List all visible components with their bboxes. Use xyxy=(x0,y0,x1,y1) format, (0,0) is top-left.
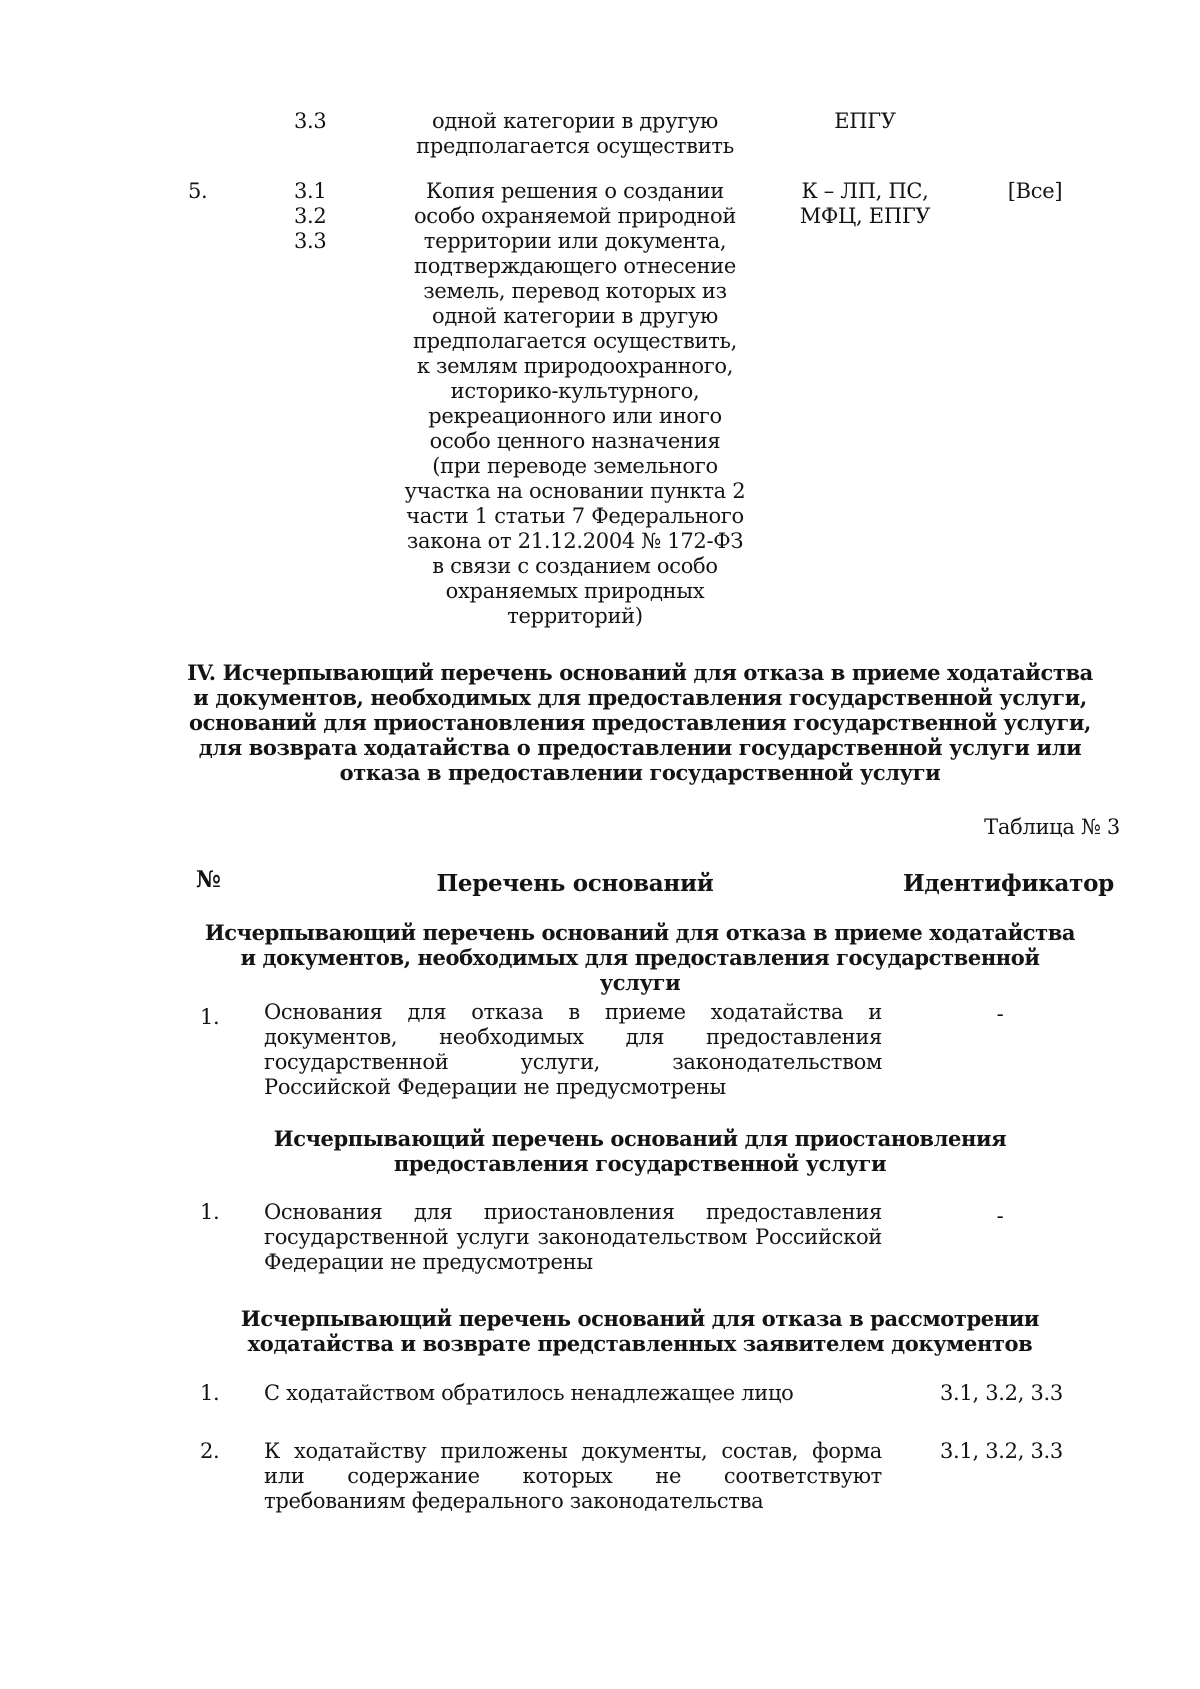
group-1-row-1-text: Основания для отказа в приеме ходатайства и документов, необходимых для предоставления государственной услуги, законодательством Российской Федерации не предусмотрены xyxy=(264,1000,882,1099)
column-header-number: № xyxy=(196,866,221,893)
group-1-row-1-number: 1. xyxy=(200,1005,220,1029)
column-header-reasons: Перечень оснований xyxy=(436,870,714,897)
continuation-row-text: одной категории в другую предполагается осуществить xyxy=(416,109,734,158)
group-2-row-1-number: 1. xyxy=(200,1200,220,1224)
column-header-identifier: Идентификатор xyxy=(903,870,1114,897)
group-3-row-1-text: С ходатайством обратилось ненадлежащее лицо xyxy=(264,1381,794,1405)
group-1-row-1-identifier: - xyxy=(996,1002,1004,1026)
table-3-caption: Таблица № 3 xyxy=(984,815,1120,839)
section-iv-title: IV. Исчерпывающий перечень оснований для отказа в приеме ходатайства и документов, необходимых для предоставления государственной услуги, оснований для приостановления предоставления государственной услуги, для возврата ходатайства о предоставлении государственной услуги или отказа в предоставлении государственной услуги xyxy=(187,660,1093,785)
row-5-number: 5. xyxy=(188,179,208,203)
row-5-channels: К – ЛП, ПС, МФЦ, ЕПГУ xyxy=(799,179,931,228)
group-3-row-1-identifier: 3.1, 3.2, 3.3 xyxy=(940,1381,1063,1405)
group-3-row-1-number: 1. xyxy=(200,1381,220,1405)
group-3-row-2-number: 2. xyxy=(200,1439,220,1463)
continuation-row-codes: 3.3 xyxy=(294,109,327,133)
group-2-title: Исчерпывающий перечень оснований для приостановления предоставления государственной услуги xyxy=(273,1126,1007,1176)
group-3-row-2-identifier: 3.1, 3.2, 3.3 xyxy=(940,1439,1063,1463)
row-5-document-description: Копия решения о создании особо охраняемой природной территории или документа, подтверждающего отнесение земель, перевод которых из одной категории в другую предполагается осуществить, к землям природоохранного, историко-культурного, рекреационного или иного особо ценного назначения (при переводе земельного участка на основании пункта 2 части 1 статьи 7 Федерального закона от 21.12.2004 № 172-ФЗ в связи с созданием особо охраняемых природных территорий) xyxy=(404,179,746,628)
group-1-title: Исчерпывающий перечень оснований для отказа в приеме ходатайства и документов, необходимых для предоставления государственной услуги xyxy=(204,920,1076,995)
group-2-row-1-identifier: - xyxy=(996,1204,1004,1228)
group-2-row-1-text: Основания для приостановления предоставления государственной услуги законодательством Российской Федерации не предусмотрены xyxy=(264,1200,882,1274)
row-5-codes: 3.1 3.2 3.3 xyxy=(294,179,327,253)
continuation-row-channels: ЕПГУ xyxy=(834,109,896,133)
row-5-applicability: [Все] xyxy=(1007,179,1063,203)
group-3-row-2-text: К ходатайству приложены документы, состав, форма или содержание которых не соответствуют требованиям федерального законодательства xyxy=(264,1439,882,1513)
group-3-title: Исчерпывающий перечень оснований для отказа в рассмотрении ходатайства и возврате представленных заявителем документов xyxy=(240,1306,1040,1356)
